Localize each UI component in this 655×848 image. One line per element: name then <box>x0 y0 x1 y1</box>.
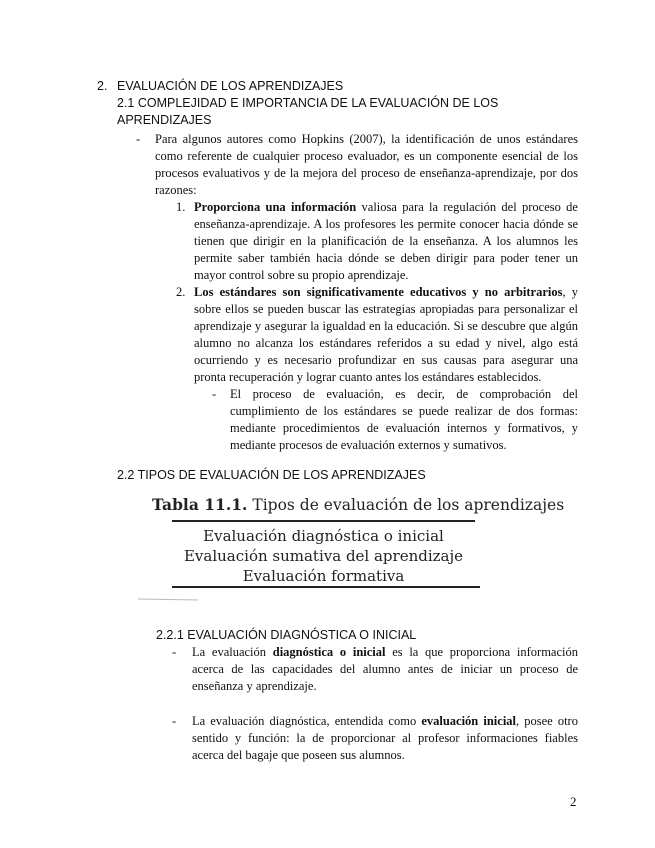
bullet-marker: - <box>172 645 177 659</box>
page-number: 2 <box>570 794 577 809</box>
table-top-rule <box>172 520 475 522</box>
table-row: Evaluación formativa <box>242 567 405 585</box>
subsection-title-line1: 2.1 COMPLEJIDAD E IMPORTANCIA DE LA EVALUACIÓN DE LOS <box>117 96 499 110</box>
item2-rest: , posee otro sentido y función: la de proporcionar al profesor informaciones fiables acerca del bagaje que poseen sus alumnos. <box>192 714 578 762</box>
reason-1-bold: Proporciona una información <box>194 200 357 214</box>
table-caption <box>152 495 564 515</box>
item2-pre: La evaluación diagnóstica, entendida como <box>192 714 422 728</box>
table-row: Evaluación sumativa del aprendizaje <box>183 547 464 565</box>
subbullet-paragraph: El proceso de evaluación, es decir, de comprobación del cumplimiento de los estándares se puede realizar de dos formas: mediante procedimientos de evaluación internos y formativos, y mediante procesos de evaluación externos y sumativos. <box>230 387 578 452</box>
scan-artifact-line <box>138 598 198 600</box>
item1-rest: es la que proporciona información acerca de las capacidades del alumno antes de iniciar un proceso de enseñanza y aprendizaje. <box>192 645 578 693</box>
item1-pre: La evaluación <box>192 645 273 659</box>
section-number: 2. <box>97 79 108 93</box>
reason-2-paragraph <box>194 284 578 386</box>
list-number-1: 1. <box>176 200 186 214</box>
section-221-title: 2.2.1 EVALUACIÓN DIAGNÓSTICA O INICIAL <box>156 628 417 642</box>
diagnostic-item-2 <box>192 713 578 764</box>
diagnostic-item-1 <box>192 644 578 695</box>
bullet-marker: - <box>136 132 141 146</box>
reason-1-paragraph <box>194 199 578 284</box>
reason-2-bold: Los estándares son significativamente educativos y no arbitrarios <box>194 285 563 299</box>
bullet-marker: - <box>172 714 177 728</box>
table-label: Tabla 11.1. <box>152 495 248 514</box>
item2-bold: evaluación inicial <box>421 714 517 728</box>
table-caption-text: Tipos de evaluación de los aprendizajes <box>252 496 565 514</box>
section-22-title: 2.2 TIPOS DE EVALUACIÓN DE LOS APRENDIZAJES <box>117 468 426 482</box>
table-bottom-rule <box>172 586 480 588</box>
item1-bold: diagnóstica o inicial <box>272 645 386 659</box>
bullet-marker: - <box>212 387 217 401</box>
table-row: Evaluación diagnóstica o inicial <box>203 527 444 545</box>
list-number-2: 2. <box>176 285 186 299</box>
reason-1-text: valiosa para la regulación del proceso de enseñanza-aprendizaje. A los profesores les permite conocer hacia dónde se tienen que dirigir en la planificación de la enseñanza. A los alumnos les permite saber también hacia dónde se deben dirigir para poder tener un mayor control sobre su propio aprendizaje. <box>194 200 578 282</box>
subsection-title-line2: APRENDIZAJES <box>117 113 212 127</box>
reason-2-text: , y sobre ellos se pueden buscar las estrategias apropiadas para personalizar el aprendizaje y asegurar la igualdad en la educación. Si se descubre que algún alumno no alcanza los estándares referidos a su edad y nivel, algo está ocurriendo y es necesario profundizar en sus causas para asegurar una pronta recuperación y lograr cuanto antes los estándares establecidos. <box>194 285 579 384</box>
section-title: EVALUACIÓN DE LOS APRENDIZAJES <box>117 79 344 93</box>
intro-paragraph: Para algunos autores como Hopkins (2007), la identificación de unos estándares como referente de cualquier proceso evaluador, es un componente esencial de los procesos evaluativos y de la mejora del proceso de enseñanza-aprendizaje, por dos razones: <box>155 132 578 197</box>
